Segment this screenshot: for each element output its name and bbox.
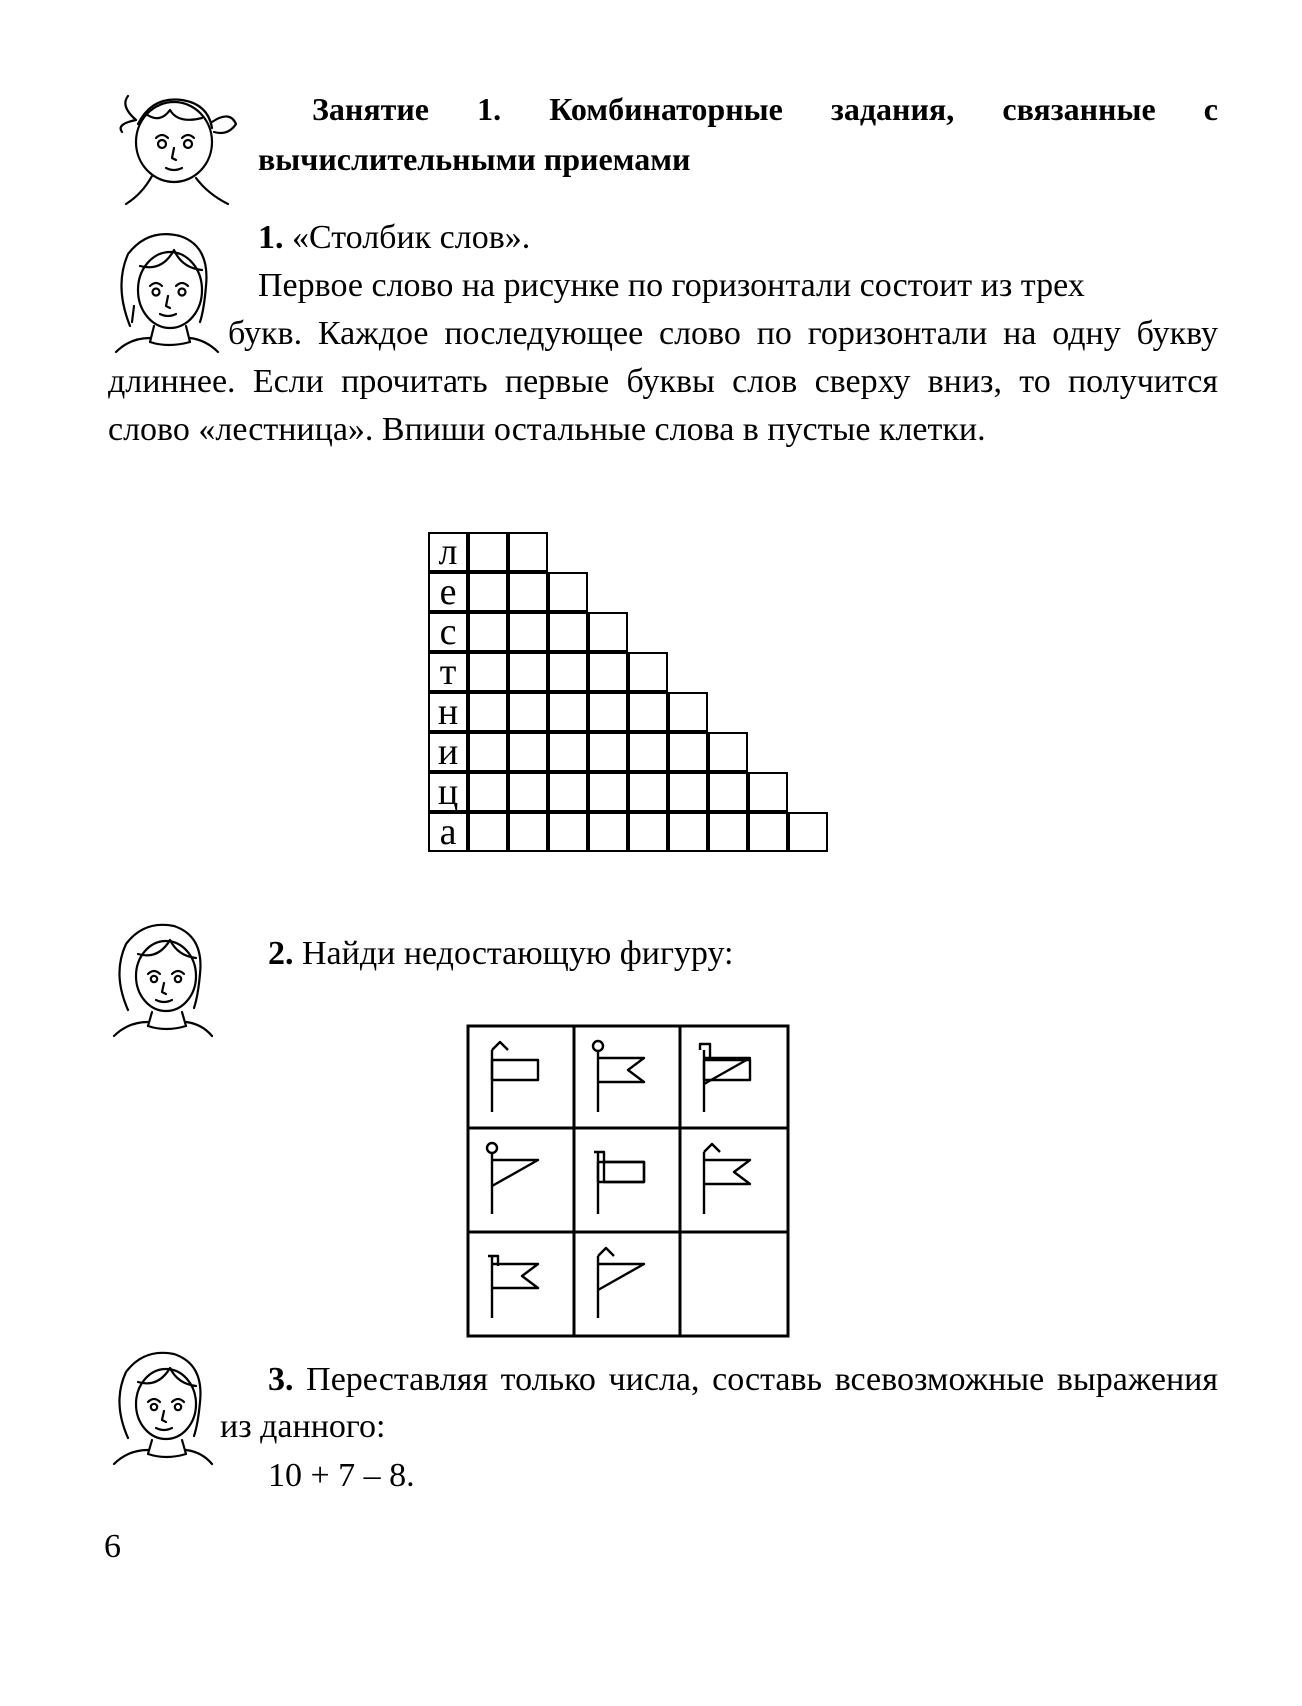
ladder-cell[interactable] bbox=[548, 812, 588, 852]
ladder-cell[interactable] bbox=[708, 772, 748, 812]
ladder-cell[interactable] bbox=[468, 532, 508, 572]
ladder-letter: т bbox=[428, 652, 468, 692]
exercise-1-number: 1. bbox=[258, 219, 284, 256]
ladder-cell[interactable] bbox=[588, 732, 628, 772]
ladder-cell[interactable] bbox=[588, 772, 628, 812]
exercise-1-title bbox=[108, 214, 1218, 262]
ladder-cell[interactable] bbox=[628, 692, 668, 732]
exercise-1-heading: «Столбик слов». bbox=[292, 219, 531, 256]
missing-figure-cell[interactable] bbox=[680, 1232, 786, 1334]
exercise-2-number: 2. bbox=[268, 935, 294, 972]
ladder-cell[interactable] bbox=[548, 652, 588, 692]
ladder-cell[interactable] bbox=[508, 652, 548, 692]
ladder-cell[interactable] bbox=[788, 812, 828, 852]
flag-icon bbox=[574, 1128, 680, 1230]
ladder-cell[interactable] bbox=[468, 772, 508, 812]
exercise-1-paragraph-2: букв. Каждое последующее слово по горизонтали на одну букву длиннее. Если прочитать первые буквы слов сверху вниз, то получится слово «лестница». Впиши остальные слова в пустые клетки. bbox=[108, 315, 1218, 448]
flag-icon bbox=[468, 1026, 574, 1128]
ladder-cell[interactable] bbox=[548, 732, 588, 772]
ladder-cell[interactable] bbox=[748, 812, 788, 852]
ladder-cell[interactable] bbox=[668, 692, 708, 732]
flag-icon bbox=[574, 1026, 680, 1128]
ladder-cell[interactable] bbox=[628, 772, 668, 812]
ladder-cell[interactable] bbox=[468, 692, 508, 732]
ladder-cell[interactable] bbox=[468, 572, 508, 612]
ladder-cell[interactable] bbox=[508, 612, 548, 652]
ladder-cell[interactable] bbox=[508, 772, 548, 812]
ladder-cell[interactable] bbox=[668, 772, 708, 812]
ladder-cell[interactable] bbox=[708, 732, 748, 772]
ladder-cell[interactable] bbox=[508, 532, 548, 572]
flag-cells bbox=[466, 1024, 790, 1338]
exercise-3-prompt bbox=[220, 1356, 1218, 1450]
ladder-letter: ц bbox=[428, 772, 468, 812]
ladder-cell[interactable] bbox=[468, 612, 508, 652]
exercise-3-text: Переставляя только числа, составь всевозможные выражения из данного: bbox=[220, 1361, 1219, 1445]
exercise-3-number: 3. bbox=[268, 1361, 294, 1398]
exercise-3-expression: 10 + 7 – 8. bbox=[268, 1457, 415, 1494]
ladder-cell[interactable] bbox=[548, 772, 588, 812]
ladder-cell[interactable] bbox=[588, 692, 628, 732]
ladder-cell[interactable] bbox=[468, 812, 508, 852]
page-number: 6 bbox=[104, 1528, 121, 1565]
ladder-cell[interactable] bbox=[468, 732, 508, 772]
ladder-cell[interactable] bbox=[748, 772, 788, 812]
girl-portrait-icon bbox=[110, 1346, 214, 1466]
ladder-letter: н bbox=[428, 692, 468, 732]
ladder-letter: е bbox=[428, 572, 468, 612]
ladder-cell[interactable] bbox=[508, 732, 548, 772]
ladder-cell[interactable] bbox=[548, 612, 588, 652]
flag-icon bbox=[574, 1232, 680, 1334]
ladder-cell[interactable] bbox=[588, 812, 628, 852]
ladder-cell[interactable] bbox=[668, 732, 708, 772]
ladder-letter: л bbox=[428, 532, 468, 572]
ladder-cell[interactable] bbox=[548, 692, 588, 732]
ladder-letter: и bbox=[428, 732, 468, 772]
ladder-cell[interactable] bbox=[588, 612, 628, 652]
exercise-1-text bbox=[108, 214, 1218, 454]
ladder-letter: а bbox=[428, 812, 468, 852]
ladder-cell[interactable] bbox=[508, 812, 548, 852]
ladder-cell[interactable] bbox=[508, 692, 548, 732]
ladder-cell[interactable] bbox=[588, 652, 628, 692]
ladder-letter: с bbox=[428, 612, 468, 652]
ladder-cell[interactable] bbox=[548, 572, 588, 612]
exercise-1-paragraph-1: Первое слово на рисунке по горизонтали состоит из трех bbox=[258, 267, 1085, 304]
lesson-number: Занятие 1. bbox=[312, 91, 502, 127]
flag-icon bbox=[468, 1128, 574, 1230]
exercise-2-prompt bbox=[268, 930, 733, 977]
ladder-cell[interactable] bbox=[628, 812, 668, 852]
ladder-cell[interactable] bbox=[708, 812, 748, 852]
flag-icon bbox=[468, 1232, 574, 1334]
lesson-title: Комбинаторные задания, связанные с вычислительными приемами bbox=[258, 91, 1218, 177]
lesson-heading bbox=[258, 84, 1218, 184]
girl-portrait-icon bbox=[112, 84, 242, 208]
ladder-cell[interactable] bbox=[668, 812, 708, 852]
ladder-cell[interactable] bbox=[468, 652, 508, 692]
flag-icon bbox=[680, 1128, 786, 1230]
ladder-cell[interactable] bbox=[628, 732, 668, 772]
ladder-cell[interactable] bbox=[628, 652, 668, 692]
girl-portrait-icon bbox=[110, 918, 214, 1038]
ladder-cell[interactable] bbox=[508, 572, 548, 612]
flag-icon bbox=[680, 1026, 786, 1128]
exercise-2-text: Найди недостающую фигуру: bbox=[302, 935, 734, 972]
